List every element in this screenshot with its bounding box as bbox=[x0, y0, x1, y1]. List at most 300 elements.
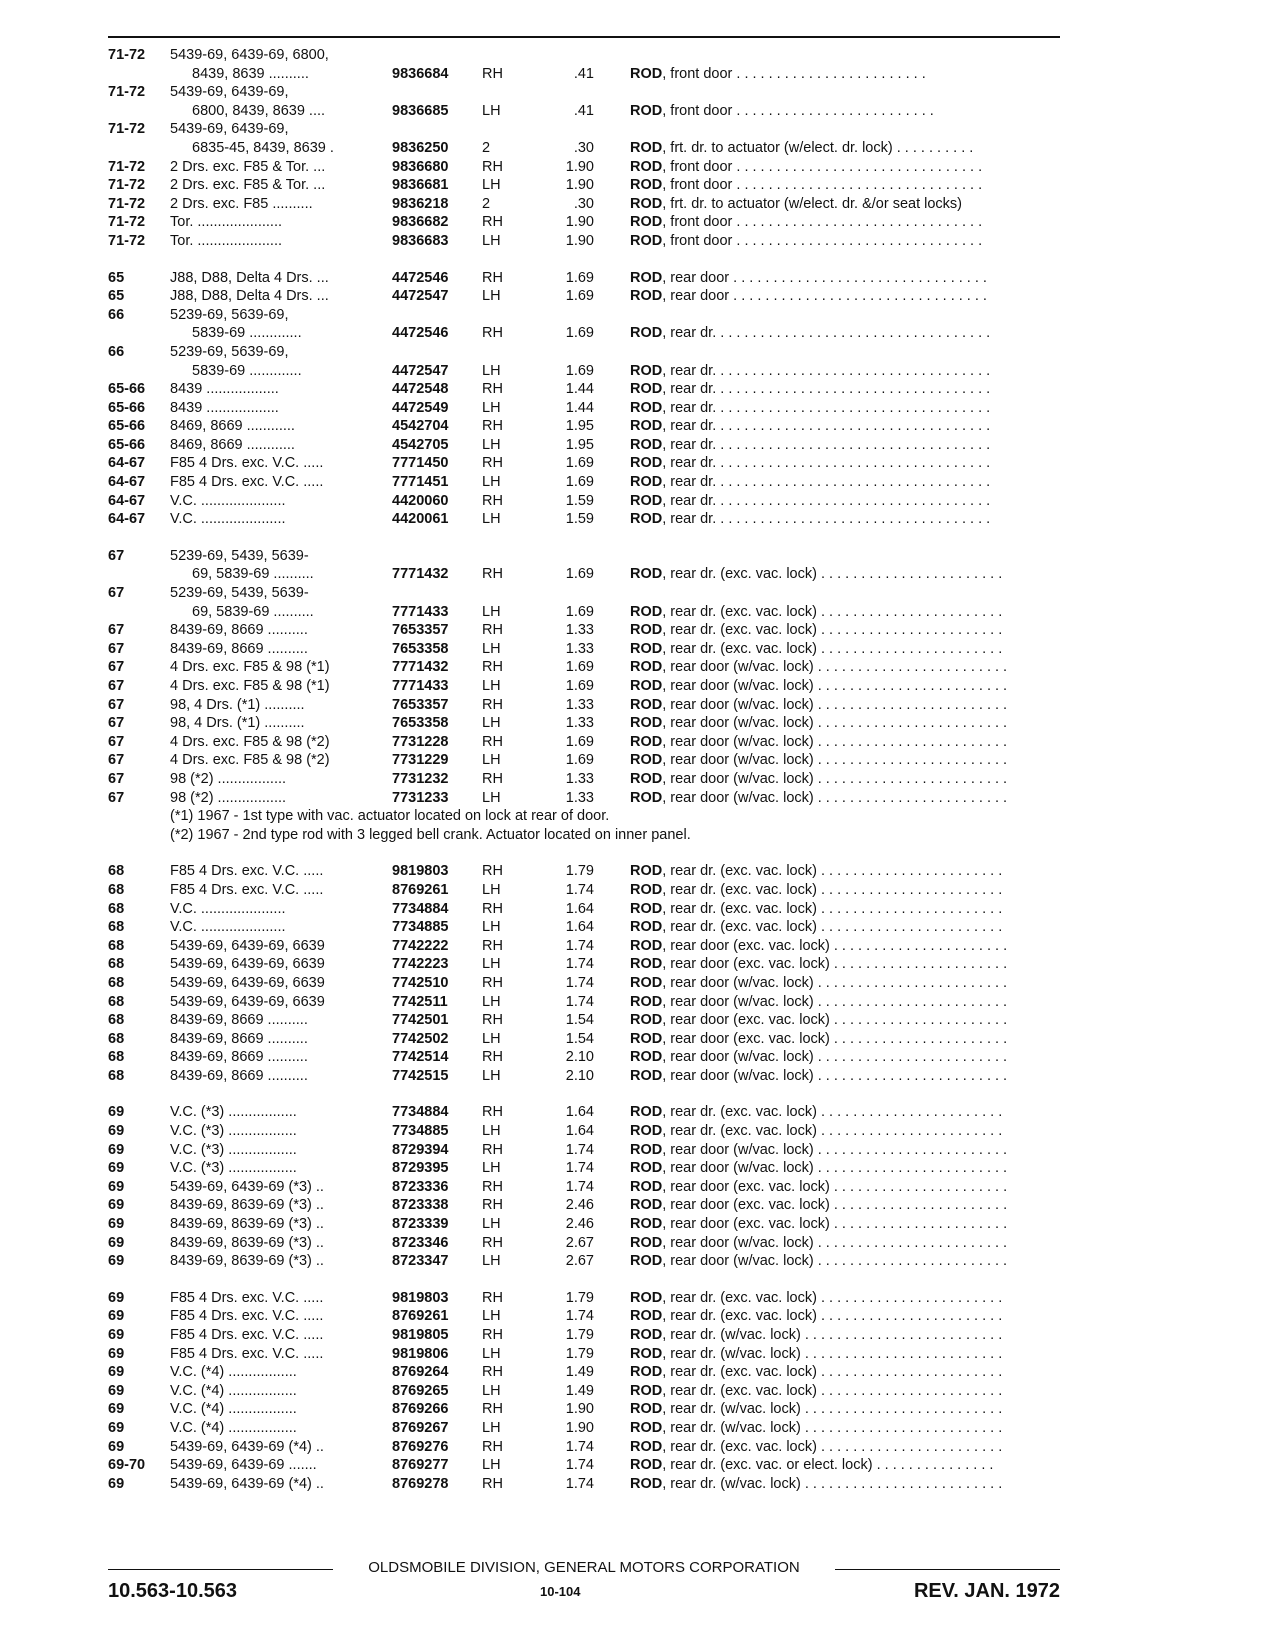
side-or-qty: RH bbox=[482, 1438, 503, 1455]
part-name: ROD bbox=[630, 418, 663, 435]
part-name: ROD bbox=[630, 102, 663, 119]
parts-row bbox=[108, 547, 1060, 566]
parts-row bbox=[108, 696, 1060, 715]
model-application: V.C. (*3) ................. bbox=[170, 1104, 297, 1121]
part-name: ROD bbox=[630, 474, 663, 491]
model-application: 2 Drs. exc. F85 .......... bbox=[170, 195, 313, 212]
part-name: ROD bbox=[630, 158, 663, 175]
price: 1.74 bbox=[565, 1178, 594, 1195]
part-name: ROD bbox=[630, 1197, 663, 1214]
part-name: ROD bbox=[630, 1382, 663, 1399]
price: 1.74 bbox=[565, 956, 594, 973]
part-description: ROD, rear door (w/vac. lock) . . . . . . . . . . . . . . . . . . . . . . . . bbox=[630, 789, 1008, 806]
part-name: ROD bbox=[630, 1141, 663, 1158]
part-description: ROD, rear dr. (w/vac. lock) . . . . . . . . . . . . . . . . . . . . . . . . . bbox=[630, 1401, 1003, 1418]
parts-row bbox=[108, 789, 1060, 808]
part-number: 9819806 bbox=[392, 1345, 449, 1362]
model-application: 8469, 8669 ............ bbox=[170, 436, 295, 453]
parts-row bbox=[108, 380, 1060, 399]
part-description: ROD, rear door (w/vac. lock) . . . . . . . . . . . . . . . . . . . . . . . . bbox=[630, 1049, 1008, 1066]
part-name: ROD bbox=[630, 214, 663, 231]
part-number: 4420061 bbox=[392, 511, 449, 528]
parts-row bbox=[108, 454, 1060, 473]
side-or-qty: RH bbox=[482, 696, 503, 713]
side-or-qty: LH bbox=[482, 1419, 501, 1436]
part-number: 8723347 bbox=[392, 1253, 449, 1270]
part-name: ROD bbox=[630, 1030, 663, 1047]
model-application: 4 Drs. exc. F85 & 98 (*1) bbox=[170, 659, 330, 676]
model-year: 69 bbox=[108, 1308, 125, 1325]
model-year: 64-67 bbox=[108, 455, 146, 472]
part-number: 8769261 bbox=[392, 1308, 449, 1325]
part-number: 7771432 bbox=[392, 659, 449, 676]
parts-row bbox=[108, 492, 1060, 511]
part-description: ROD, rear door (w/vac. lock) . . . . . . . . . . . . . . . . . . . . . . . . bbox=[630, 678, 1008, 694]
model-year: 68 bbox=[108, 1049, 125, 1066]
price: 1.44 bbox=[565, 381, 594, 398]
part-description: ROD, front door . . . . . . . . . . . . . . . . . . . . . . . . . . . . . . . bbox=[630, 232, 983, 249]
part-name: ROD bbox=[630, 288, 663, 305]
model-application: 5239-69, 5439, 5639- bbox=[170, 585, 309, 602]
part-name: ROD bbox=[630, 1178, 663, 1195]
model-application: 8439-69, 8639-69 (*3) .. bbox=[170, 1253, 324, 1270]
part-number: 9836218 bbox=[392, 195, 449, 212]
side-or-qty: LH bbox=[482, 1030, 501, 1047]
parts-row bbox=[108, 269, 1060, 288]
model-year: 69 bbox=[108, 1216, 125, 1233]
part-name: ROD bbox=[630, 1123, 663, 1140]
price: 1.33 bbox=[565, 770, 594, 787]
model-application: F85 4 Drs. exc. V.C. ..... bbox=[170, 455, 324, 472]
part-name: ROD bbox=[630, 715, 663, 732]
side-or-qty: RH bbox=[482, 770, 503, 787]
part-name: ROD bbox=[630, 1049, 663, 1066]
model-application: F85 4 Drs. exc. V.C. ..... bbox=[170, 1308, 324, 1325]
side-or-qty: LH bbox=[482, 678, 501, 694]
side-or-qty: RH bbox=[482, 1475, 503, 1492]
side-or-qty: RH bbox=[482, 455, 503, 472]
part-number: 7734885 bbox=[392, 919, 449, 936]
model-application: 4 Drs. exc. F85 & 98 (*2) bbox=[170, 733, 330, 750]
price: 1.33 bbox=[565, 715, 594, 732]
parts-row bbox=[108, 1048, 1060, 1067]
part-name: ROD bbox=[630, 640, 663, 657]
parts-row bbox=[108, 1419, 1060, 1438]
price: 2.10 bbox=[565, 1067, 594, 1084]
side-or-qty: LH bbox=[482, 956, 501, 973]
model-application: 98, 4 Drs. (*1) .......... bbox=[170, 715, 305, 732]
part-description: ROD, rear dr. (exc. vac. lock) . . . . . . . . . . . . . . . . . . . . . . . bbox=[630, 900, 1003, 917]
part-number: 9836685 bbox=[392, 102, 449, 119]
part-description: ROD, rear dr. (exc. vac. lock) . . . . . . . . . . . . . . . . . . . . . . . bbox=[630, 622, 1003, 639]
side-or-qty: LH bbox=[482, 919, 501, 936]
part-description: ROD, rear door (w/vac. lock) . . . . . . . . . . . . . . . . . . . . . . . . bbox=[630, 770, 1008, 787]
model-year: 71-72 bbox=[108, 214, 146, 231]
side-or-qty: LH bbox=[482, 993, 501, 1010]
part-description: ROD, rear dr. (exc. vac. lock) . . . . . . . . . . . . . . . . . . . . . . . bbox=[630, 640, 1003, 657]
model-application: 8439-69, 8639-69 (*3) .. bbox=[170, 1234, 324, 1251]
model-application: 5439-69, 6439-69 ....... bbox=[170, 1457, 317, 1474]
model-application: 69, 5839-69 .......... bbox=[192, 603, 314, 620]
part-description: ROD, rear dr. (exc. vac. lock) . . . . . . . . . . . . . . . . . . . . . . . bbox=[630, 881, 1003, 898]
part-name: ROD bbox=[630, 1438, 663, 1455]
model-application: V.C. ..................... bbox=[170, 492, 286, 509]
part-name: ROD bbox=[630, 752, 663, 769]
side-or-qty: RH bbox=[482, 492, 503, 509]
side-or-qty: 2 bbox=[482, 139, 491, 156]
price: 1.69 bbox=[565, 269, 594, 286]
model-year: 69 bbox=[108, 1123, 125, 1140]
side-or-qty: RH bbox=[482, 381, 503, 398]
model-year: 68 bbox=[108, 993, 125, 1010]
model-year: 69 bbox=[108, 1364, 125, 1381]
model-year: 64-67 bbox=[108, 492, 146, 509]
part-description: ROD, rear dr. . . . . . . . . . . . . . . . . . . . . . . . . . . . . . . . . . . bbox=[630, 492, 991, 509]
part-description: ROD, rear door (w/vac. lock) . . . . . . . . . . . . . . . . . . . . . . . . bbox=[630, 715, 1008, 732]
price: 1.69 bbox=[565, 603, 594, 620]
part-number: 7742510 bbox=[392, 974, 449, 991]
side-or-qty: RH bbox=[482, 325, 503, 342]
price: 1.95 bbox=[565, 418, 594, 435]
price: 1.69 bbox=[565, 659, 594, 676]
parts-row bbox=[108, 1326, 1060, 1345]
footer-section-number: 10.563-10.563 bbox=[108, 1580, 238, 1602]
model-application: 5439-69, 6439-69, 6639 bbox=[170, 956, 325, 973]
model-application: 5439-69, 6439-69, 6639 bbox=[170, 937, 325, 954]
side-or-qty: LH bbox=[482, 1160, 501, 1177]
part-name: ROD bbox=[630, 863, 663, 880]
model-year: 68 bbox=[108, 956, 125, 973]
model-application: 5839-69 ............. bbox=[192, 362, 302, 379]
parts-row bbox=[108, 399, 1060, 418]
parts-row bbox=[108, 603, 1060, 622]
part-description: ROD, rear dr. (exc. vac. lock) . . . . . . . . . . . . . . . . . . . . . . . bbox=[630, 603, 1003, 620]
parts-row bbox=[108, 937, 1060, 956]
part-number: 7771433 bbox=[392, 678, 449, 694]
model-application: 8439-69, 8669 .......... bbox=[170, 640, 308, 657]
price: .30 bbox=[573, 195, 594, 212]
part-number: 7653358 bbox=[392, 640, 449, 657]
part-number: 8769276 bbox=[392, 1438, 449, 1455]
part-name: ROD bbox=[630, 956, 663, 973]
model-application: 8439-69, 8669 .......... bbox=[170, 1067, 308, 1084]
price: 1.64 bbox=[565, 919, 594, 936]
part-description: ROD, rear dr. . . . . . . . . . . . . . . . . . . . . . . . . . . . . . . . . . . bbox=[630, 511, 991, 528]
side-or-qty: LH bbox=[482, 474, 501, 491]
side-or-qty: RH bbox=[482, 418, 503, 435]
part-name: ROD bbox=[630, 993, 663, 1010]
model-year: 69 bbox=[108, 1289, 125, 1306]
price: 1.90 bbox=[565, 232, 594, 249]
parts-row bbox=[108, 1400, 1060, 1419]
part-description: ROD, rear door (w/vac. lock) . . . . . . . . . . . . . . . . . . . . . . . . bbox=[630, 1253, 1008, 1270]
part-description: ROD, rear door (exc. vac. lock) . . . . . . . . . . . . . . . . . . . . . . bbox=[630, 1030, 1008, 1047]
part-description: ROD, rear door (exc. vac. lock) . . . . . . . . . . . . . . . . . . . . . . bbox=[630, 937, 1008, 954]
part-description: ROD, rear dr. (exc. vac. lock) . . . . . . . . . . . . . . . . . . . . . . . bbox=[630, 1123, 1003, 1140]
side-or-qty: RH bbox=[482, 1364, 503, 1381]
footer-division-line bbox=[108, 1558, 1060, 1578]
model-application: 5439-69, 6439-69, 6800, bbox=[170, 47, 329, 63]
part-number: 7771432 bbox=[392, 566, 449, 583]
part-number: 8769264 bbox=[392, 1364, 449, 1381]
model-application: 2 Drs. exc. F85 & Tor. ... bbox=[170, 158, 326, 175]
part-name: ROD bbox=[630, 622, 663, 639]
side-or-qty: LH bbox=[482, 1382, 501, 1399]
part-number: 8729394 bbox=[392, 1141, 449, 1158]
part-name: ROD bbox=[630, 733, 663, 750]
part-name: ROD bbox=[630, 1308, 663, 1325]
part-description: ROD, rear dr. (exc. vac. lock) . . . . . . . . . . . . . . . . . . . . . . . bbox=[630, 1382, 1003, 1399]
side-or-qty: LH bbox=[482, 1308, 501, 1325]
price: 1.69 bbox=[565, 733, 594, 750]
model-application: 8439-69, 8669 .......... bbox=[170, 1030, 308, 1047]
part-description: ROD, rear dr. (w/vac. lock) . . . . . . . . . . . . . . . . . . . . . . . . . bbox=[630, 1475, 1003, 1492]
part-description: ROD, rear door (w/vac. lock) . . . . . . . . . . . . . . . . . . . . . . . . bbox=[630, 1067, 1008, 1084]
price: 1.69 bbox=[565, 752, 594, 769]
part-number: 7742222 bbox=[392, 937, 449, 954]
parts-row bbox=[108, 1178, 1060, 1197]
part-name: ROD bbox=[630, 974, 663, 991]
parts-row bbox=[108, 1438, 1060, 1457]
part-number: 7731233 bbox=[392, 789, 449, 806]
model-application: 8439, 8639 .......... bbox=[192, 65, 309, 82]
part-name: ROD bbox=[630, 381, 663, 398]
model-year: 68 bbox=[108, 900, 125, 917]
parts-group bbox=[108, 862, 1060, 1085]
price: 1.69 bbox=[565, 455, 594, 472]
side-or-qty: RH bbox=[482, 566, 503, 583]
part-name: ROD bbox=[630, 1327, 663, 1343]
part-description: ROD, rear dr. (exc. vac. lock) . . . . . . . . . . . . . . . . . . . . . . . bbox=[630, 1104, 1003, 1121]
model-application: 98 (*2) ................. bbox=[170, 789, 287, 806]
part-number: 4472546 bbox=[392, 325, 449, 342]
model-year: 68 bbox=[108, 1067, 125, 1084]
part-name: ROD bbox=[630, 325, 663, 342]
price: 1.90 bbox=[565, 1419, 594, 1436]
side-or-qty: RH bbox=[482, 937, 503, 954]
model-application: V.C. (*4) ................. bbox=[170, 1419, 297, 1436]
parts-row bbox=[108, 324, 1060, 343]
part-description: ROD, rear door (w/vac. lock) . . . . . . . . . . . . . . . . . . . . . . . . bbox=[630, 1160, 1008, 1177]
parts-row bbox=[108, 1234, 1060, 1253]
part-description: ROD, rear door (exc. vac. lock) . . . . . . . . . . . . . . . . . . . . . . bbox=[630, 1012, 1008, 1029]
parts-row bbox=[108, 640, 1060, 659]
parts-row bbox=[108, 974, 1060, 993]
model-application: 5439-69, 6439-69, bbox=[170, 121, 289, 138]
part-description: ROD, rear dr. . . . . . . . . . . . . . . . . . . . . . . . . . . . . . . . . . . bbox=[630, 455, 991, 472]
part-name: ROD bbox=[630, 1160, 663, 1177]
side-or-qty: LH bbox=[482, 362, 501, 379]
part-number: 7734884 bbox=[392, 1104, 449, 1121]
part-number: 7653357 bbox=[392, 622, 449, 639]
model-year: 71-72 bbox=[108, 177, 146, 194]
parts-row bbox=[108, 1252, 1060, 1271]
part-number: 7731228 bbox=[392, 733, 449, 750]
part-description: ROD, rear dr. (exc. vac. lock) . . . . . . . . . . . . . . . . . . . . . . . bbox=[630, 863, 1003, 880]
part-number: 7742514 bbox=[392, 1049, 449, 1066]
side-or-qty: RH bbox=[482, 1327, 503, 1343]
model-year: 69 bbox=[108, 1160, 125, 1177]
price: 1.44 bbox=[565, 399, 594, 416]
model-application: V.C. ..................... bbox=[170, 511, 286, 528]
parts-row bbox=[108, 102, 1060, 121]
price: 1.64 bbox=[565, 1104, 594, 1121]
price: 1.69 bbox=[565, 566, 594, 583]
parts-row bbox=[108, 1307, 1060, 1326]
side-or-qty: RH bbox=[482, 1049, 503, 1066]
price: 1.33 bbox=[565, 640, 594, 657]
part-description: ROD, front door . . . . . . . . . . . . . . . . . . . . . . . . bbox=[630, 65, 926, 82]
part-name: ROD bbox=[630, 269, 663, 286]
price: 1.69 bbox=[565, 288, 594, 305]
parts-row bbox=[108, 287, 1060, 306]
side-or-qty: RH bbox=[482, 733, 503, 750]
parts-row bbox=[108, 120, 1060, 139]
model-application: 4 Drs. exc. F85 & 98 (*1) bbox=[170, 678, 330, 694]
part-number: 8769277 bbox=[392, 1457, 449, 1474]
model-application: V.C. (*3) ................. bbox=[170, 1123, 297, 1140]
part-name: ROD bbox=[630, 362, 663, 379]
price: 1.33 bbox=[565, 789, 594, 806]
parts-row bbox=[108, 993, 1060, 1012]
part-name: ROD bbox=[630, 1012, 663, 1029]
parts-row bbox=[108, 1456, 1060, 1475]
model-year: 68 bbox=[108, 937, 125, 954]
model-application: F85 4 Drs. exc. V.C. ..... bbox=[170, 1289, 324, 1306]
parts-group bbox=[108, 46, 1060, 251]
price: 2.46 bbox=[565, 1197, 594, 1214]
model-year: 71-72 bbox=[108, 195, 146, 212]
part-number: 8769261 bbox=[392, 881, 449, 898]
part-description: ROD, front door . . . . . . . . . . . . . . . . . . . . . . . . . . . . . . . bbox=[630, 214, 983, 231]
part-number: 8769278 bbox=[392, 1475, 449, 1492]
parts-group bbox=[108, 269, 1060, 529]
model-application: 5239-69, 5639-69, bbox=[170, 306, 289, 323]
part-description: ROD, front door . . . . . . . . . . . . . . . . . . . . . . . . . bbox=[630, 102, 934, 119]
price: 1.74 bbox=[565, 937, 594, 954]
price: 2.10 bbox=[565, 1049, 594, 1066]
part-description: ROD, rear door (w/vac. lock) . . . . . . . . . . . . . . . . . . . . . . . . bbox=[630, 733, 1008, 750]
price: 2.67 bbox=[565, 1253, 594, 1270]
parts-row bbox=[108, 1122, 1060, 1141]
part-name: ROD bbox=[630, 919, 663, 936]
price: 1.90 bbox=[565, 158, 594, 175]
part-name: ROD bbox=[630, 881, 663, 898]
part-name: ROD bbox=[630, 195, 663, 212]
part-name: ROD bbox=[630, 1253, 663, 1270]
side-or-qty: RH bbox=[482, 214, 503, 231]
part-name: ROD bbox=[630, 1475, 663, 1492]
model-application: 5439-69, 6439-69 (*4) .. bbox=[170, 1475, 324, 1492]
model-year: 67 bbox=[108, 752, 125, 769]
parts-row bbox=[108, 770, 1060, 789]
price: 1.74 bbox=[565, 1457, 594, 1474]
parts-row bbox=[108, 1030, 1060, 1049]
side-or-qty: LH bbox=[482, 640, 501, 657]
model-application: 5239-69, 5639-69, bbox=[170, 343, 289, 360]
part-description: ROD, rear dr. (exc. vac. lock) . . . . . . . . . . . . . . . . . . . . . . . bbox=[630, 566, 1003, 583]
part-name: ROD bbox=[630, 177, 663, 194]
part-name: ROD bbox=[630, 789, 663, 806]
part-number: 8769267 bbox=[392, 1419, 449, 1436]
part-number: 7771451 bbox=[392, 474, 449, 491]
price: 1.74 bbox=[565, 993, 594, 1010]
side-or-qty: RH bbox=[482, 1401, 503, 1418]
side-or-qty: RH bbox=[482, 65, 503, 82]
model-application: 5439-69, 6439-69, 6639 bbox=[170, 974, 325, 991]
side-or-qty: LH bbox=[482, 399, 501, 416]
parts-row bbox=[108, 733, 1060, 752]
model-year: 69 bbox=[108, 1438, 125, 1455]
part-name: ROD bbox=[630, 1419, 663, 1436]
part-name: ROD bbox=[630, 770, 663, 787]
side-or-qty: RH bbox=[482, 1178, 503, 1195]
part-number: 9819803 bbox=[392, 863, 449, 880]
part-description: ROD, front door . . . . . . . . . . . . . . . . . . . . . . . . . . . . . . . bbox=[630, 177, 983, 194]
model-application: 8439-69, 8669 .......... bbox=[170, 622, 308, 639]
model-application: 4 Drs. exc. F85 & 98 (*2) bbox=[170, 752, 330, 769]
price: 1.54 bbox=[565, 1030, 594, 1047]
model-year: 68 bbox=[108, 974, 125, 991]
part-name: ROD bbox=[630, 1067, 663, 1084]
parts-row bbox=[108, 1382, 1060, 1401]
part-description: ROD, rear dr. . . . . . . . . . . . . . . . . . . . . . . . . . . . . . . . . . . bbox=[630, 418, 991, 435]
side-or-qty: LH bbox=[482, 789, 501, 806]
parts-row bbox=[108, 473, 1060, 492]
part-description: ROD, rear dr. (exc. vac. lock) . . . . . . . . . . . . . . . . . . . . . . . bbox=[630, 1289, 1003, 1306]
part-name: ROD bbox=[630, 436, 663, 453]
parts-row bbox=[108, 195, 1060, 214]
model-year: 65-66 bbox=[108, 399, 146, 416]
part-number: 4472547 bbox=[392, 362, 449, 379]
part-number: 4472546 bbox=[392, 269, 449, 286]
part-number: 7742501 bbox=[392, 1012, 449, 1029]
part-description: ROD, rear dr. (exc. vac. lock) . . . . . . . . . . . . . . . . . . . . . . . bbox=[630, 1308, 1003, 1325]
part-name: ROD bbox=[630, 1289, 663, 1306]
model-application: 8439-69, 8639-69 (*3) .. bbox=[170, 1216, 324, 1233]
part-description: ROD, rear door (exc. vac. lock) . . . . . . . . . . . . . . . . . . . . . . bbox=[630, 1178, 1008, 1195]
parts-row bbox=[108, 751, 1060, 770]
model-year: 67 bbox=[108, 696, 125, 713]
model-application: F85 4 Drs. exc. V.C. ..... bbox=[170, 863, 324, 880]
part-description: ROD, rear dr. . . . . . . . . . . . . . . . . . . . . . . . . . . . . . . . . . . bbox=[630, 474, 991, 491]
model-year: 68 bbox=[108, 881, 125, 898]
part-name: ROD bbox=[630, 399, 663, 416]
price: 1.54 bbox=[565, 1012, 594, 1029]
part-name: ROD bbox=[630, 1364, 663, 1381]
model-year: 69 bbox=[108, 1178, 125, 1195]
side-or-qty: RH bbox=[482, 1141, 503, 1158]
price: 1.33 bbox=[565, 696, 594, 713]
model-application: J88, D88, Delta 4 Drs. ... bbox=[170, 269, 329, 286]
parts-group bbox=[108, 1289, 1060, 1494]
side-or-qty: RH bbox=[482, 863, 503, 880]
model-year: 64-67 bbox=[108, 511, 146, 528]
price: .41 bbox=[573, 65, 594, 82]
footer-division: OLDSMOBILE DIVISION, GENERAL MOTORS CORPORATION bbox=[364, 1559, 803, 1576]
model-application: V.C. (*4) ................. bbox=[170, 1401, 297, 1418]
model-application: 5439-69, 6439-69, 6639 bbox=[170, 993, 325, 1010]
model-year: 65 bbox=[108, 288, 125, 305]
model-application: 98 (*2) ................. bbox=[170, 770, 287, 787]
price: 1.69 bbox=[565, 325, 594, 342]
side-or-qty: LH bbox=[482, 1216, 501, 1233]
part-number: 8723346 bbox=[392, 1234, 449, 1251]
model-application: V.C. (*4) ................. bbox=[170, 1364, 297, 1381]
part-number: 9836250 bbox=[392, 139, 449, 156]
model-year: 69-70 bbox=[108, 1457, 146, 1474]
side-or-qty: RH bbox=[482, 622, 503, 639]
